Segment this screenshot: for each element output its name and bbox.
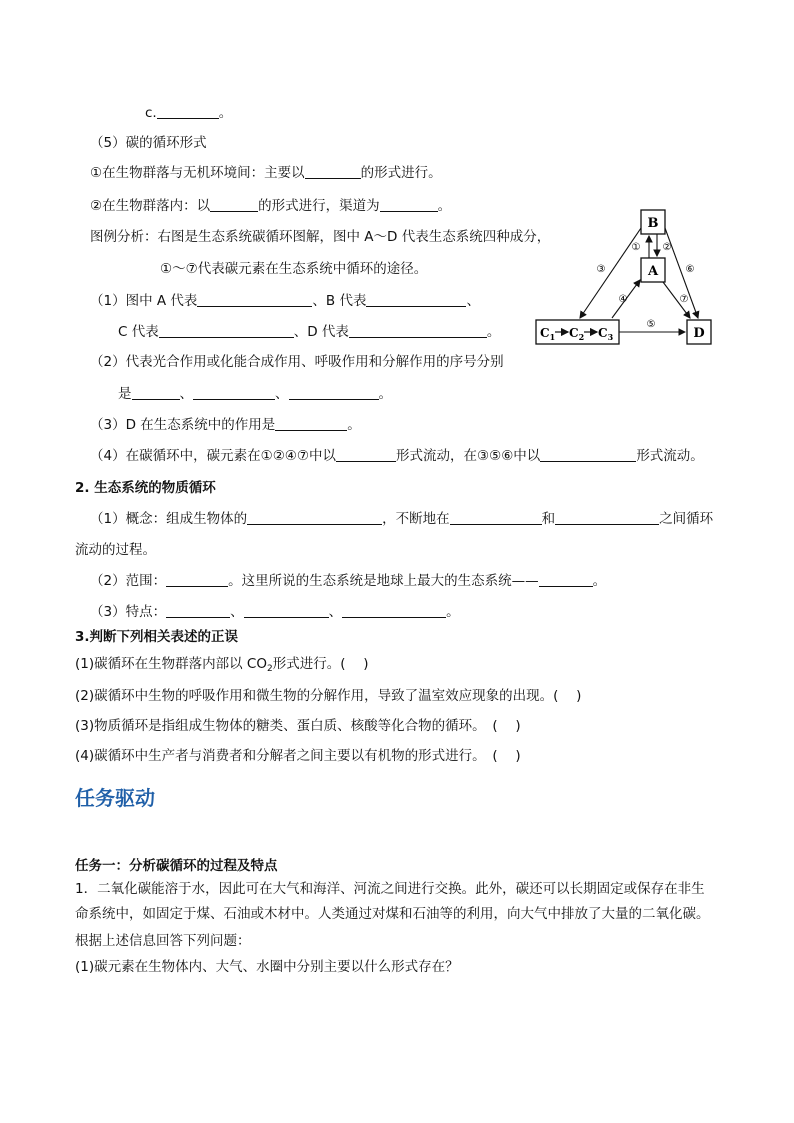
features-line: （3）特点： 、 、 。 (90, 604, 460, 620)
blank-feature-a[interactable] (166, 603, 230, 618)
heading-5: （5）碳的循环形式 (90, 135, 207, 151)
blank-feature-c[interactable] (342, 603, 446, 618)
blank-4a[interactable] (336, 447, 396, 462)
blank-5-1[interactable] (305, 164, 361, 179)
node-D: D (693, 326, 705, 341)
line-5-2: ②在生物群落内：以 的形式进行，渠道为 。 (90, 198, 452, 214)
blank-B[interactable] (366, 292, 466, 307)
node-A: A (647, 264, 659, 279)
judge-1: (1)碳循环在生物群落内部以 $CO_2$形式进行。( ) (75, 656, 369, 674)
blank-scope-a[interactable] (166, 572, 228, 587)
heading-2: 2. 生态系统的物质循环 (75, 480, 216, 496)
node-B: B (647, 216, 659, 231)
label-5: ⑤ (646, 319, 656, 330)
carbon-cycle-diagram (530, 208, 720, 348)
blank-C[interactable] (159, 323, 294, 338)
blank-2c[interactable] (289, 385, 379, 400)
blank-3[interactable] (275, 416, 347, 431)
line-5-1: ①在生物群落与无机环境间：主要以 的形式进行。 (90, 165, 442, 181)
concept-line2: 流动的过程。 (75, 542, 156, 558)
para-line4: (1)碳元素在生物体内、大气、水圈中分别主要以什么形式存在？ (75, 959, 459, 975)
blank-4b[interactable] (540, 447, 636, 462)
figure-caption-2: ①～⑦代表碳元素在生态系统中循环的途径。 (160, 261, 428, 277)
arrow-3 (580, 228, 641, 318)
section-title: 任务驱动 (75, 786, 155, 810)
blank-c[interactable] (157, 104, 219, 119)
label-7: ⑦ (679, 294, 689, 305)
blank-5-2a[interactable] (210, 197, 258, 212)
question-1-line2: C 代表 、D 代表 。 (118, 324, 501, 340)
task-1-title: 任务一：分析碳循环的过程及特点 (75, 858, 278, 874)
question-2-line1: （2）代表光合作用或化能合成作用、呼吸作用和分解作用的序号分别 (90, 354, 504, 370)
judge-3: (3)物质循环是指组成生物体的糖类、蛋白质、核酸等化合物的循环。 ( ) (75, 718, 521, 734)
question-3: （3）D 在生态系统中的作用是 。 (90, 417, 361, 433)
label-4: ④ (618, 294, 628, 305)
blank-5-2b[interactable] (380, 197, 438, 212)
para-line2: 命系统中，如固定于煤、石油或木材中。人类通过对煤和石油等的利用，向大气中排放了大量的二氧化碳。 (75, 906, 710, 922)
blank-concept-a[interactable] (247, 510, 382, 525)
blank-D[interactable] (349, 323, 487, 338)
para-line1: 1．二氧化碳能溶于水，因此可在大气和海洋、河流之间进行交换。此外，碳还可以长期固定或保存在非生 (75, 881, 705, 897)
para-line3: 根据上述信息回答下列问题： (75, 933, 251, 949)
label-2: ② (662, 242, 672, 253)
heading-3: 3.判断下列相关表述的正误 (75, 629, 239, 645)
blank-2a[interactable] (132, 385, 180, 400)
node-C1: $C_1$ (540, 326, 556, 342)
concept-line1: （1）概念：组成生物体的 ，不断地在 和 之间循环 (90, 511, 714, 527)
judge-2: (2)碳循环中生物的呼吸作用和微生物的分解作用，导致了温室效应现象的出现。( ) (75, 688, 582, 704)
blank-feature-b[interactable] (244, 603, 329, 618)
blank-concept-c[interactable] (555, 510, 659, 525)
blank-scope-b[interactable] (539, 572, 593, 587)
scope-line: （2）范围： 。这里所说的生态系统是地球上最大的生态系统—— 。 (90, 573, 607, 589)
label-1: ① (631, 242, 641, 253)
label-6: ⑥ (685, 264, 695, 275)
blank-2b[interactable] (193, 385, 275, 400)
blank-concept-b[interactable] (450, 510, 542, 525)
c-label: c. (145, 105, 157, 121)
judge-4: (4)碳循环中生产者与消费者和分解者之间主要以有机物的形式进行。 ( ) (75, 748, 521, 764)
question-1-line1: （1）图中 A 代表 、B 代表 、 (90, 293, 480, 309)
node-C3: $C_3$ (598, 326, 614, 342)
node-C2: $C_2$ (569, 326, 585, 342)
figure-caption-1: 图例分析：右图是生态系统碳循环图解，图中 A～D 代表生态系统四种成分， (90, 229, 551, 245)
line-c: c. 。 (145, 105, 233, 121)
question-4: （4）在碳循环中，碳元素在①②④⑦中以 形式流动，在③⑤⑥中以 形式流动。 (90, 448, 704, 464)
question-2-line2: 是 、 、 。 (118, 386, 392, 402)
blank-A[interactable] (197, 292, 312, 307)
label-3: ③ (596, 264, 606, 275)
